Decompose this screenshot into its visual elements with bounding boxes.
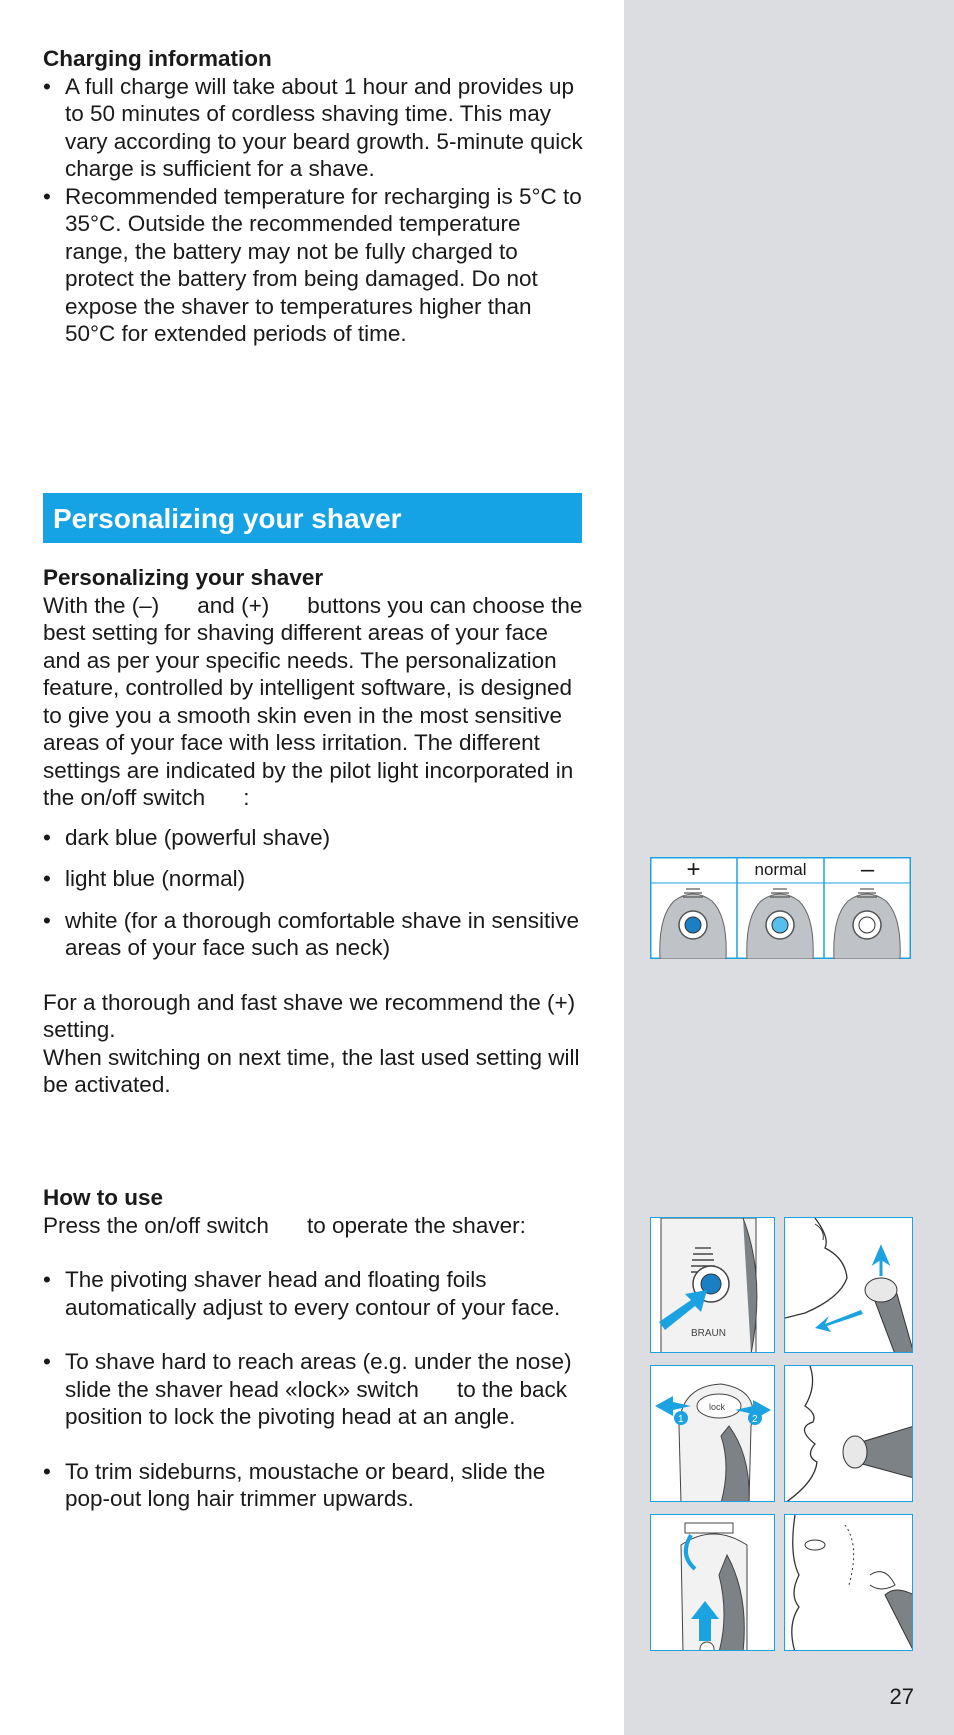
switch-on-figure [650, 1217, 775, 1353]
section-banner [43, 493, 582, 543]
personalizing-intro [43, 592, 583, 812]
minus-label: – [860, 857, 875, 883]
list-item: • A full charge will take about 1 hour and provides up to 50 minutes of cordless shaving time. This may vary according to your beard growth. 5-minute quick charge is sufficient for a shave. [43, 73, 583, 183]
bullet-text: to the back position to lock the pivoting head at an angle. [65, 1376, 568, 1429]
nose-shaving-illustration [785, 1366, 913, 1502]
list-item: • white (for a thorough comfortable shave in sensitive areas of your face such as neck) [43, 907, 583, 962]
charging-heading: Charging information [43, 46, 272, 71]
trimmer-figure [650, 1514, 775, 1651]
pilot-light-settings-figure [650, 857, 911, 959]
lock-switch-illustration [651, 1366, 775, 1502]
bullet-text: To shave hard to reach areas (e.g. under the nose) slide the shaver head «lock» switch [65, 1349, 572, 1402]
face-shaving-illustration [785, 1218, 913, 1353]
how-to-use-section [43, 1184, 583, 1513]
charging-section [43, 45, 583, 348]
list-item: • light blue (normal) [43, 865, 583, 893]
step-1-label: 1 [678, 1414, 684, 1425]
intro-text: : [243, 785, 250, 810]
list-item [43, 1348, 583, 1431]
trimmer-illustration [651, 1515, 775, 1651]
recommend-text: For a thorough and fast shave we recommend the (+) setting. [43, 989, 576, 1042]
brand-label: BRAUN [691, 1328, 727, 1339]
personalizing-section [43, 564, 583, 1099]
charging-list [43, 73, 583, 348]
sideburn-illustration [785, 1515, 913, 1651]
page-number: 27 [889, 1684, 914, 1709]
last-used-text: When switching on next time, the last used setting will be activated. [43, 1044, 580, 1097]
list-item: • The pivoting shaver head and floating foils automatically adjust to every contour of your face. [43, 1266, 583, 1321]
how-to-use-intro [43, 1212, 583, 1240]
list-item: • To trim sideburns, moustache or beard, slide the pop-out long hair trimmer upwards. [43, 1458, 583, 1513]
sideburn-trimming-figure [784, 1514, 913, 1651]
how-to-use-list [43, 1266, 583, 1513]
shaving-neck-figure [784, 1217, 913, 1353]
how-to-use-heading: How to use [43, 1185, 164, 1210]
plus-label: + [686, 857, 701, 883]
normal-label: normal [754, 860, 807, 879]
list-item: • dark blue (powerful shave) [43, 824, 583, 852]
shaving-under-nose-figure [784, 1365, 913, 1502]
intro-text: to operate the shaver: [306, 1212, 526, 1238]
intro-text: Press the on/off switch [43, 1212, 269, 1238]
intro-text: buttons you can choose the best setting for shaving different areas of your face and as per your specific needs. The personalization feature, controlled by intelligent software, is designed to give you a smooth skin even in the most sensitive areas of your face with less irritation. The different settings are indicated by the pilot light incorporated in the on/off switch [43, 592, 583, 810]
intro-text: and (+) [197, 592, 270, 618]
step-2-label: 2 [752, 1414, 758, 1425]
lock-switch-figure [650, 1365, 775, 1502]
list-item: • Recommended temperature for recharging is 5°C to 35°C. Outside the recommended temperature range, the battery may not be fully charged to protect the battery from being damaged. Do not expose the shaver to temperatures higher than 50°C for extended periods of time. [43, 183, 583, 348]
pilot-light-list [43, 824, 583, 962]
banner-title: Personalizing your shaver [53, 503, 402, 534]
personalizing-heading: Personalizing your shaver [43, 565, 324, 590]
intro-text: With the (–) [43, 592, 160, 618]
shaver-switch-illustration [651, 1218, 775, 1353]
lock-label: lock [709, 1402, 726, 1412]
